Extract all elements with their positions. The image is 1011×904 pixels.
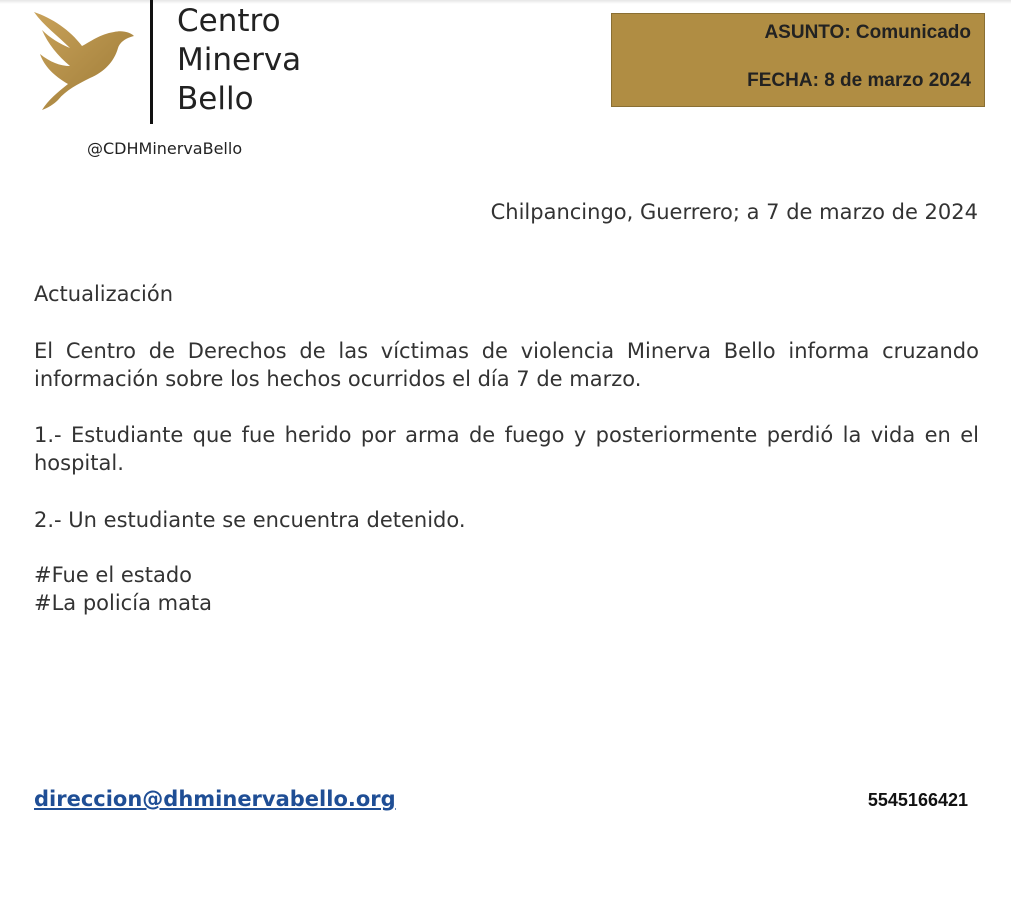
phone-number: 5545166421 (867, 790, 968, 810)
point-one-paragraph: 1.- Estudiante que fue herido por arma de fuego y posteriormente perdió la vida en el hospital. (34, 423, 979, 475)
subject-label: ASUNTO: Comunicado (764, 22, 971, 43)
organization-logo-text (177, 2, 301, 119)
intro-paragraph: El Centro de Derechos de las víctimas de violencia Minerva Bello informa cruzando información sobre los hechos ocurridos el día 7 de marzo. (34, 339, 979, 391)
social-handle: @CDHMinervaBello (87, 139, 243, 158)
letter-heading: Actualización (34, 282, 174, 306)
subject-box (611, 13, 985, 107)
email-link[interactable]: direccion@dhminervabello.org (34, 787, 396, 811)
hashtag-fue-el-estado: #Fue el estado (34, 563, 193, 587)
logo-line-3: Bello (177, 81, 254, 117)
point-two-paragraph: 2.- Un estudiante se encuentra detenido. (34, 508, 466, 532)
hashtag-la-policia-mata: #La policía mata (34, 591, 213, 615)
place-and-date: Chilpancingo, Guerrero; a 7 de marzo de 2024 (490, 200, 978, 224)
logo-line-1: Centro (177, 3, 281, 39)
dove-icon (30, 6, 138, 112)
date-label: FECHA: 8 de marzo 2024 (747, 70, 971, 91)
logo-divider (150, 0, 153, 124)
logo-line-2: Minerva (177, 42, 302, 78)
